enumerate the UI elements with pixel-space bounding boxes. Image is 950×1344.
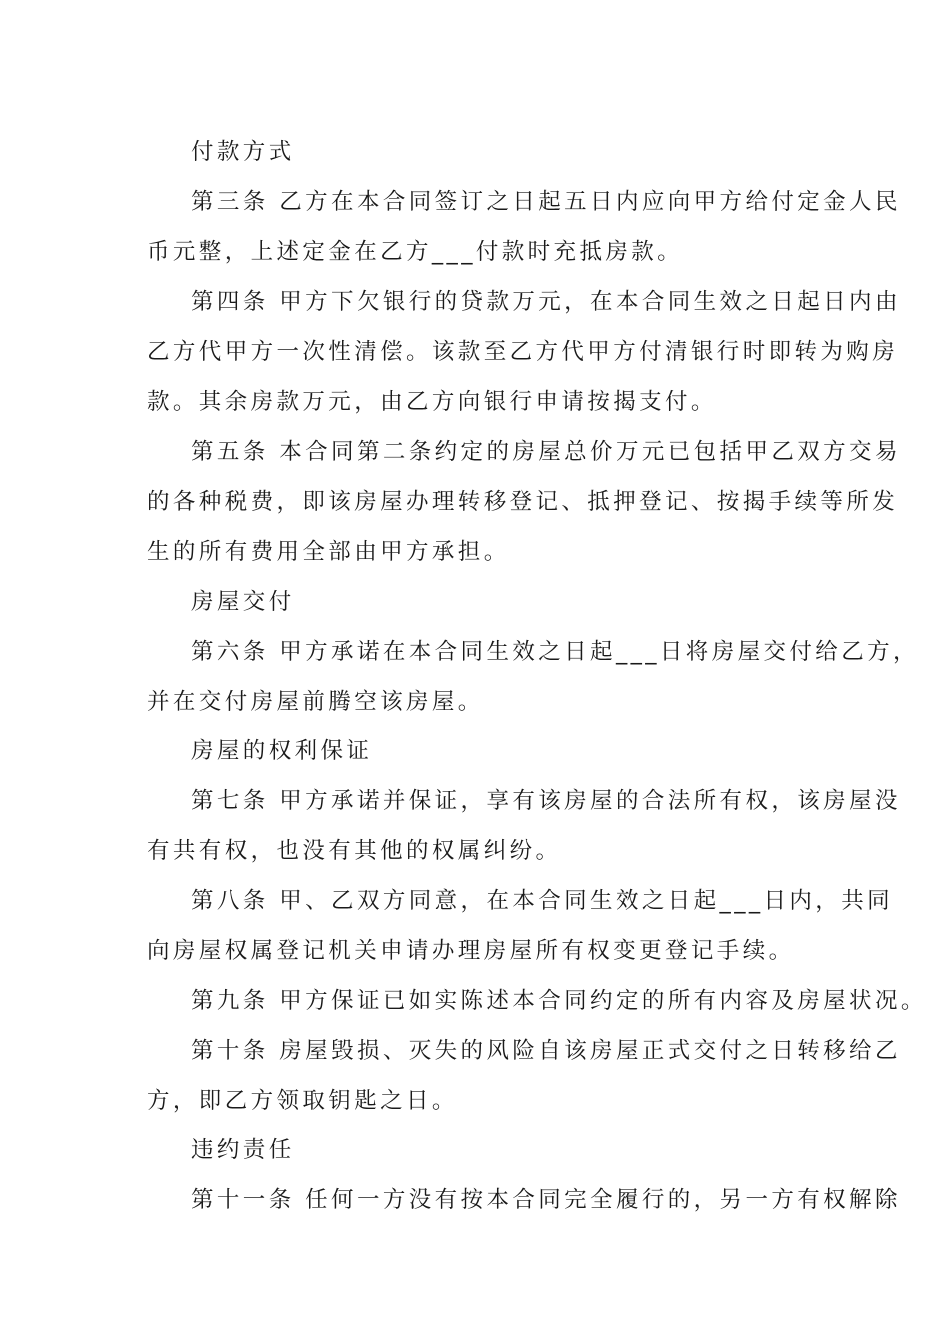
paragraph-line: 币元整，上述定金在乙方___付款时充抵房款。	[147, 239, 684, 265]
paragraph-line: 的各种税费，即该房屋办理转移登记、抵押登记、按揭手续等所发	[147, 489, 899, 515]
section-heading-payment: 付款方式	[191, 139, 295, 165]
section-heading-rights: 房屋的权利保证	[191, 738, 373, 764]
paragraph-line: 第六条 甲方承诺在本合同生效之日起___日将房屋交付给乙方，	[191, 639, 919, 665]
section-heading-liability: 违约责任	[191, 1137, 295, 1163]
paragraph-line: 向房屋权属登记机关申请办理房屋所有权变更登记手续。	[147, 938, 795, 964]
paragraph-line: 第九条 甲方保证已如实陈述本合同约定的所有内容及房屋状况。	[191, 988, 927, 1014]
paragraph-line: 第十条 房屋毁损、灭失的风险自该房屋正式交付之日转移给乙	[191, 1038, 901, 1064]
paragraph-line: 有共有权，也没有其他的权属纠纷。	[147, 838, 562, 864]
paragraph-line: 第三条 乙方在本合同签订之日起五日内应向甲方给付定金人民	[191, 189, 901, 215]
section-heading-delivery: 房屋交付	[191, 589, 295, 615]
paragraph-line: 方，即乙方领取钥匙之日。	[147, 1088, 458, 1114]
paragraph-line: 第八条 甲、乙双方同意，在本合同生效之日起___日内，共同	[191, 888, 894, 914]
paragraph-line: 并在交付房屋前腾空该房屋。	[147, 689, 484, 715]
paragraph-line: 款。其余房款万元，由乙方向银行申请按揭支付。	[147, 389, 717, 415]
paragraph-line: 第七条 甲方承诺并保证，享有该房屋的合法所有权，该房屋没	[191, 788, 901, 814]
paragraph-line: 第十一条 任何一方没有按本合同完全履行的，另一方有权解除	[191, 1187, 901, 1213]
paragraph-line: 第五条 本合同第二条约定的房屋总价万元已包括甲乙双方交易	[191, 439, 901, 465]
paragraph-line: 乙方代甲方一次性清偿。该款至乙方代甲方付清银行时即转为购房	[147, 339, 899, 365]
paragraph-line: 第四条 甲方下欠银行的贷款万元，在本合同生效之日起日内由	[191, 289, 901, 315]
paragraph-line: 生的所有费用全部由甲方承担。	[147, 539, 510, 565]
